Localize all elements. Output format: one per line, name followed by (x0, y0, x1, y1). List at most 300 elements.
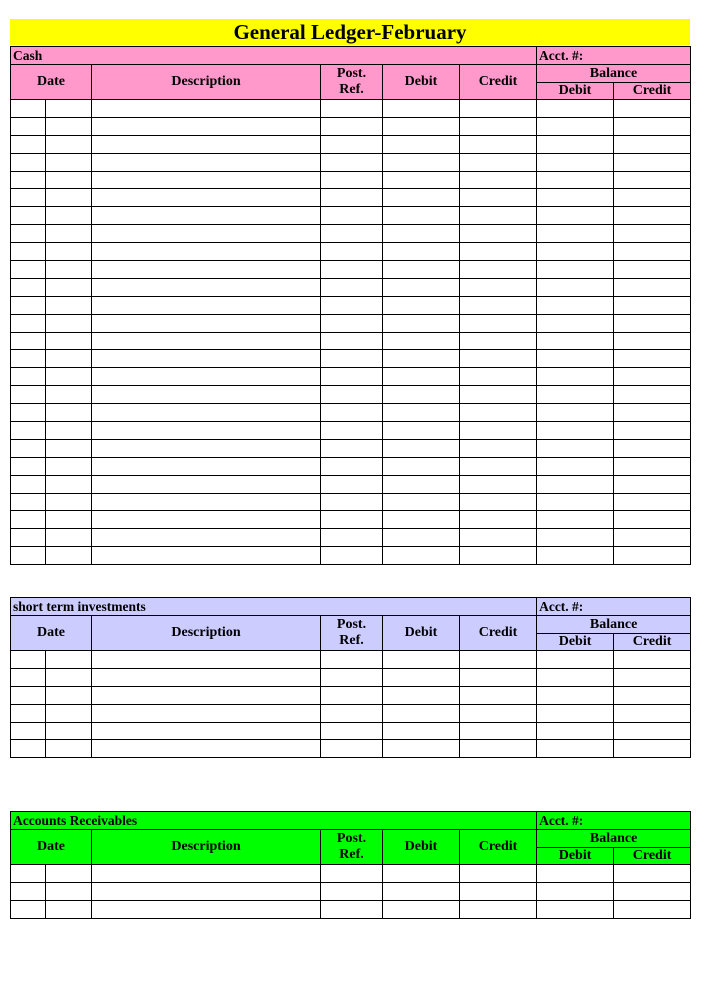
post-ref-cell[interactable] (321, 686, 383, 704)
date-day-cell[interactable] (46, 511, 92, 529)
ledger-row (11, 296, 691, 314)
post-ref-cell[interactable] (321, 171, 383, 189)
description-cell[interactable] (92, 422, 321, 440)
credit-cell[interactable] (460, 350, 537, 368)
date-month-cell[interactable] (11, 296, 46, 314)
debit-cell[interactable] (383, 900, 460, 918)
balance-debit-cell[interactable] (537, 439, 614, 457)
debit-cell[interactable] (383, 207, 460, 225)
balance-credit-cell[interactable] (614, 404, 691, 422)
balance-credit-cell[interactable] (614, 135, 691, 153)
post-ref-cell[interactable] (321, 439, 383, 457)
balance-debit-cell[interactable] (537, 278, 614, 296)
description-cell[interactable] (92, 100, 321, 118)
debit-cell[interactable] (383, 314, 460, 332)
description-cell[interactable] (92, 243, 321, 261)
post-ref-cell[interactable] (321, 368, 383, 386)
post-ref-cell[interactable] (321, 722, 383, 740)
date-month-cell[interactable] (11, 243, 46, 261)
post-ref-cell[interactable] (321, 296, 383, 314)
date-day-cell[interactable] (46, 668, 92, 686)
debit-cell[interactable] (383, 386, 460, 404)
balance-credit-cell[interactable] (614, 704, 691, 722)
date-month-cell[interactable] (11, 225, 46, 243)
ledger-row (11, 368, 691, 386)
balance-credit-cell[interactable] (614, 457, 691, 475)
balance-debit-cell[interactable] (537, 189, 614, 207)
post-ref-line1: Post. (336, 66, 367, 81)
post-ref-cell[interactable] (321, 704, 383, 722)
balance-debit-cell[interactable] (537, 153, 614, 171)
post-ref-cell[interactable] (321, 547, 383, 565)
date-day-cell[interactable] (46, 189, 92, 207)
credit-cell[interactable] (460, 296, 537, 314)
balance-debit-cell[interactable] (537, 243, 614, 261)
date-month-cell[interactable] (11, 278, 46, 296)
description-cell[interactable] (92, 882, 321, 900)
balance-credit-cell[interactable] (614, 225, 691, 243)
credit-cell[interactable] (460, 722, 537, 740)
account-number-label: Acct. #: (537, 598, 691, 616)
credit-cell[interactable] (460, 529, 537, 547)
debit-cell[interactable] (383, 740, 460, 758)
balance-credit-cell[interactable] (614, 117, 691, 135)
balance-debit-cell[interactable] (537, 900, 614, 918)
debit-cell[interactable] (383, 686, 460, 704)
debit-cell[interactable] (383, 350, 460, 368)
date-day-cell[interactable] (46, 475, 92, 493)
post-ref-cell[interactable] (321, 225, 383, 243)
date-month-cell[interactable] (11, 350, 46, 368)
ledger-row (11, 547, 691, 565)
balance-debit-cell[interactable] (537, 314, 614, 332)
ledger-table (10, 597, 691, 758)
ledger-row (11, 865, 691, 883)
debit-cell[interactable] (383, 171, 460, 189)
debit-cell[interactable] (383, 475, 460, 493)
balance-debit-cell[interactable] (537, 511, 614, 529)
date-month-cell[interactable] (11, 117, 46, 135)
credit-cell[interactable] (460, 278, 537, 296)
post-ref-cell[interactable] (321, 386, 383, 404)
date-day-cell[interactable] (46, 439, 92, 457)
credit-cell[interactable] (460, 865, 537, 883)
description-cell[interactable] (92, 493, 321, 511)
post-ref-cell[interactable] (321, 207, 383, 225)
credit-cell[interactable] (460, 171, 537, 189)
debit-cell[interactable] (383, 296, 460, 314)
date-day-cell[interactable] (46, 422, 92, 440)
ledger-row (11, 740, 691, 758)
credit-cell[interactable] (460, 153, 537, 171)
date-day-cell[interactable] (46, 332, 92, 350)
credit-cell[interactable] (460, 740, 537, 758)
description-cell[interactable] (92, 332, 321, 350)
debit-cell[interactable] (383, 368, 460, 386)
debit-cell[interactable] (383, 457, 460, 475)
date-month-cell[interactable] (11, 422, 46, 440)
date-month-cell[interactable] (11, 529, 46, 547)
date-month-cell[interactable] (11, 900, 46, 918)
description-cell[interactable] (92, 171, 321, 189)
description-cell[interactable] (92, 529, 321, 547)
date-day-cell[interactable] (46, 243, 92, 261)
balance-debit-cell[interactable] (537, 296, 614, 314)
date-month-cell[interactable] (11, 386, 46, 404)
debit-cell[interactable] (383, 651, 460, 669)
balance-credit-cell[interactable] (614, 350, 691, 368)
debit-cell[interactable] (383, 135, 460, 153)
balance-debit-cell[interactable] (537, 117, 614, 135)
balance-credit-cell[interactable] (614, 100, 691, 118)
date-month-cell[interactable] (11, 153, 46, 171)
date-day-cell[interactable] (46, 171, 92, 189)
date-day-cell[interactable] (46, 740, 92, 758)
description-cell[interactable] (92, 225, 321, 243)
date-month-cell[interactable] (11, 404, 46, 422)
column-header-balance-credit: Credit (614, 848, 691, 865)
ledger-row (11, 651, 691, 669)
debit-cell[interactable] (383, 243, 460, 261)
description-cell[interactable] (92, 261, 321, 279)
balance-credit-cell[interactable] (614, 422, 691, 440)
post-ref-cell[interactable] (321, 350, 383, 368)
post-ref-cell[interactable] (321, 278, 383, 296)
description-cell[interactable] (92, 117, 321, 135)
post-ref-cell[interactable] (321, 117, 383, 135)
balance-credit-cell[interactable] (614, 547, 691, 565)
debit-cell[interactable] (383, 865, 460, 883)
debit-cell[interactable] (383, 722, 460, 740)
credit-cell[interactable] (460, 314, 537, 332)
balance-debit-cell[interactable] (537, 722, 614, 740)
balance-debit-cell[interactable] (537, 529, 614, 547)
description-cell[interactable] (92, 722, 321, 740)
balance-credit-cell[interactable] (614, 865, 691, 883)
credit-cell[interactable] (460, 368, 537, 386)
balance-debit-cell[interactable] (537, 651, 614, 669)
description-cell[interactable] (92, 457, 321, 475)
date-day-cell[interactable] (46, 404, 92, 422)
balance-debit-cell[interactable] (537, 668, 614, 686)
credit-cell[interactable] (460, 207, 537, 225)
credit-cell[interactable] (460, 457, 537, 475)
ledger-row (11, 529, 691, 547)
balance-credit-cell[interactable] (614, 243, 691, 261)
balance-debit-cell[interactable] (537, 207, 614, 225)
balance-debit-cell[interactable] (537, 740, 614, 758)
post-ref-cell[interactable] (321, 475, 383, 493)
date-day-cell[interactable] (46, 207, 92, 225)
credit-cell[interactable] (460, 475, 537, 493)
balance-credit-cell[interactable] (614, 493, 691, 511)
column-header-credit: Credit (460, 830, 537, 865)
date-month-cell[interactable] (11, 207, 46, 225)
post-ref-cell[interactable] (321, 261, 383, 279)
debit-cell[interactable] (383, 511, 460, 529)
balance-debit-cell[interactable] (537, 332, 614, 350)
column-header-balance-debit: Debit (537, 848, 614, 865)
date-month-cell[interactable] (11, 332, 46, 350)
balance-debit-cell[interactable] (537, 404, 614, 422)
debit-cell[interactable] (383, 422, 460, 440)
balance-debit-cell[interactable] (537, 261, 614, 279)
balance-debit-cell[interactable] (537, 882, 614, 900)
debit-cell[interactable] (383, 117, 460, 135)
balance-credit-cell[interactable] (614, 386, 691, 404)
description-cell[interactable] (92, 740, 321, 758)
credit-cell[interactable] (460, 135, 537, 153)
date-month-cell[interactable] (11, 261, 46, 279)
date-month-cell[interactable] (11, 704, 46, 722)
debit-cell[interactable] (383, 261, 460, 279)
post-ref-cell[interactable] (321, 900, 383, 918)
description-cell[interactable] (92, 511, 321, 529)
description-cell[interactable] (92, 865, 321, 883)
credit-cell[interactable] (460, 117, 537, 135)
debit-cell[interactable] (383, 439, 460, 457)
column-header-balance: Balance (537, 830, 691, 848)
ledger-row (11, 207, 691, 225)
balance-credit-cell[interactable] (614, 261, 691, 279)
balance-credit-cell[interactable] (614, 475, 691, 493)
description-cell[interactable] (92, 386, 321, 404)
balance-debit-cell[interactable] (537, 171, 614, 189)
date-day-cell[interactable] (46, 882, 92, 900)
credit-cell[interactable] (460, 547, 537, 565)
balance-credit-cell[interactable] (614, 368, 691, 386)
date-day-cell[interactable] (46, 704, 92, 722)
credit-cell[interactable] (460, 511, 537, 529)
debit-cell[interactable] (383, 189, 460, 207)
debit-cell[interactable] (383, 153, 460, 171)
balance-debit-cell[interactable] (537, 368, 614, 386)
credit-cell[interactable] (460, 686, 537, 704)
balance-credit-cell[interactable] (614, 686, 691, 704)
balance-debit-cell[interactable] (537, 225, 614, 243)
balance-debit-cell[interactable] (537, 686, 614, 704)
date-month-cell[interactable] (11, 135, 46, 153)
date-day-cell[interactable] (46, 493, 92, 511)
date-day-cell[interactable] (46, 296, 92, 314)
balance-credit-cell[interactable] (614, 529, 691, 547)
date-month-cell[interactable] (11, 457, 46, 475)
description-cell[interactable] (92, 278, 321, 296)
post-ref-cell[interactable] (321, 100, 383, 118)
date-month-cell[interactable] (11, 511, 46, 529)
balance-debit-cell[interactable] (537, 422, 614, 440)
credit-cell[interactable] (460, 651, 537, 669)
date-day-cell[interactable] (46, 686, 92, 704)
credit-cell[interactable] (460, 386, 537, 404)
description-cell[interactable] (92, 404, 321, 422)
post-ref-cell[interactable] (321, 865, 383, 883)
credit-cell[interactable] (460, 439, 537, 457)
post-ref-cell[interactable] (321, 189, 383, 207)
column-header-debit: Debit (383, 65, 460, 100)
debit-cell[interactable] (383, 278, 460, 296)
ledger-row (11, 100, 691, 118)
balance-credit-cell[interactable] (614, 207, 691, 225)
date-month-cell[interactable] (11, 882, 46, 900)
credit-cell[interactable] (460, 261, 537, 279)
balance-credit-cell[interactable] (614, 651, 691, 669)
balance-debit-cell[interactable] (537, 475, 614, 493)
description-cell[interactable] (92, 439, 321, 457)
debit-cell[interactable] (383, 332, 460, 350)
credit-cell[interactable] (460, 704, 537, 722)
post-ref-cell[interactable] (321, 511, 383, 529)
credit-cell[interactable] (460, 332, 537, 350)
post-ref-cell[interactable] (321, 740, 383, 758)
balance-debit-cell[interactable] (537, 135, 614, 153)
description-cell[interactable] (92, 704, 321, 722)
date-month-cell[interactable] (11, 100, 46, 118)
credit-cell[interactable] (460, 189, 537, 207)
balance-credit-cell[interactable] (614, 722, 691, 740)
date-month-cell[interactable] (11, 668, 46, 686)
date-day-cell[interactable] (46, 350, 92, 368)
balance-debit-cell[interactable] (537, 350, 614, 368)
post-ref-cell[interactable] (321, 529, 383, 547)
description-cell[interactable] (92, 668, 321, 686)
credit-cell[interactable] (460, 493, 537, 511)
date-month-cell[interactable] (11, 368, 46, 386)
debit-cell[interactable] (383, 100, 460, 118)
balance-credit-cell[interactable] (614, 439, 691, 457)
balance-credit-cell[interactable] (614, 511, 691, 529)
balance-credit-cell[interactable] (614, 296, 691, 314)
debit-cell[interactable] (383, 668, 460, 686)
date-month-cell[interactable] (11, 651, 46, 669)
description-cell[interactable] (92, 189, 321, 207)
credit-cell[interactable] (460, 225, 537, 243)
description-cell[interactable] (92, 547, 321, 565)
balance-credit-cell[interactable] (614, 153, 691, 171)
balance-debit-cell[interactable] (537, 493, 614, 511)
debit-cell[interactable] (383, 882, 460, 900)
date-day-cell[interactable] (46, 225, 92, 243)
post-ref-cell[interactable] (321, 314, 383, 332)
description-cell[interactable] (92, 207, 321, 225)
debit-cell[interactable] (383, 704, 460, 722)
debit-cell[interactable] (383, 529, 460, 547)
date-day-cell[interactable] (46, 457, 92, 475)
balance-credit-cell[interactable] (614, 882, 691, 900)
balance-credit-cell[interactable] (614, 314, 691, 332)
balance-debit-cell[interactable] (537, 704, 614, 722)
credit-cell[interactable] (460, 668, 537, 686)
balance-credit-cell[interactable] (614, 740, 691, 758)
description-cell[interactable] (92, 296, 321, 314)
date-month-cell[interactable] (11, 722, 46, 740)
date-month-cell[interactable] (11, 686, 46, 704)
date-day-cell[interactable] (46, 117, 92, 135)
post-ref-cell[interactable] (321, 404, 383, 422)
description-cell[interactable] (92, 135, 321, 153)
balance-debit-cell[interactable] (537, 547, 614, 565)
description-cell[interactable] (92, 314, 321, 332)
balance-credit-cell[interactable] (614, 332, 691, 350)
post-ref-cell[interactable] (321, 422, 383, 440)
post-ref-cell[interactable] (321, 457, 383, 475)
description-cell[interactable] (92, 686, 321, 704)
balance-credit-cell[interactable] (614, 278, 691, 296)
date-month-cell[interactable] (11, 493, 46, 511)
column-header-credit: Credit (460, 616, 537, 651)
post-ref-cell[interactable] (321, 332, 383, 350)
balance-debit-cell[interactable] (537, 865, 614, 883)
description-cell[interactable] (92, 475, 321, 493)
balance-debit-cell[interactable] (537, 100, 614, 118)
date-month-cell[interactable] (11, 439, 46, 457)
post-ref-cell[interactable] (321, 243, 383, 261)
balance-credit-cell[interactable] (614, 900, 691, 918)
date-day-cell[interactable] (46, 278, 92, 296)
debit-cell[interactable] (383, 547, 460, 565)
debit-cell[interactable] (383, 225, 460, 243)
date-day-cell[interactable] (46, 314, 92, 332)
column-header-date: Date (11, 65, 92, 100)
post-ref-cell[interactable] (321, 882, 383, 900)
date-day-cell[interactable] (46, 261, 92, 279)
date-day-cell[interactable] (46, 368, 92, 386)
description-cell[interactable] (92, 368, 321, 386)
date-day-cell[interactable] (46, 529, 92, 547)
date-month-cell[interactable] (11, 547, 46, 565)
post-ref-line2: Ref. (339, 82, 364, 97)
description-cell[interactable] (92, 900, 321, 918)
balance-debit-cell[interactable] (537, 386, 614, 404)
date-month-cell[interactable] (11, 314, 46, 332)
date-day-cell[interactable] (46, 135, 92, 153)
credit-cell[interactable] (460, 243, 537, 261)
date-month-cell[interactable] (11, 865, 46, 883)
description-cell[interactable] (92, 651, 321, 669)
description-cell[interactable] (92, 350, 321, 368)
date-day-cell[interactable] (46, 547, 92, 565)
description-cell[interactable] (92, 153, 321, 171)
date-month-cell[interactable] (11, 189, 46, 207)
date-month-cell[interactable] (11, 475, 46, 493)
balance-credit-cell[interactable] (614, 668, 691, 686)
date-day-cell[interactable] (46, 651, 92, 669)
post-ref-cell[interactable] (321, 651, 383, 669)
post-ref-cell[interactable] (321, 153, 383, 171)
post-ref-cell[interactable] (321, 135, 383, 153)
date-month-cell[interactable] (11, 740, 46, 758)
date-day-cell[interactable] (46, 100, 92, 118)
date-month-cell[interactable] (11, 171, 46, 189)
post-ref-cell[interactable] (321, 668, 383, 686)
balance-credit-cell[interactable] (614, 171, 691, 189)
date-day-cell[interactable] (46, 386, 92, 404)
debit-cell[interactable] (383, 493, 460, 511)
date-day-cell[interactable] (46, 865, 92, 883)
credit-cell[interactable] (460, 100, 537, 118)
credit-cell[interactable] (460, 882, 537, 900)
credit-cell[interactable] (460, 404, 537, 422)
date-day-cell[interactable] (46, 153, 92, 171)
credit-cell[interactable] (460, 900, 537, 918)
date-day-cell[interactable] (46, 900, 92, 918)
post-ref-cell[interactable] (321, 493, 383, 511)
balance-credit-cell[interactable] (614, 189, 691, 207)
debit-cell[interactable] (383, 404, 460, 422)
date-day-cell[interactable] (46, 722, 92, 740)
balance-debit-cell[interactable] (537, 457, 614, 475)
credit-cell[interactable] (460, 422, 537, 440)
